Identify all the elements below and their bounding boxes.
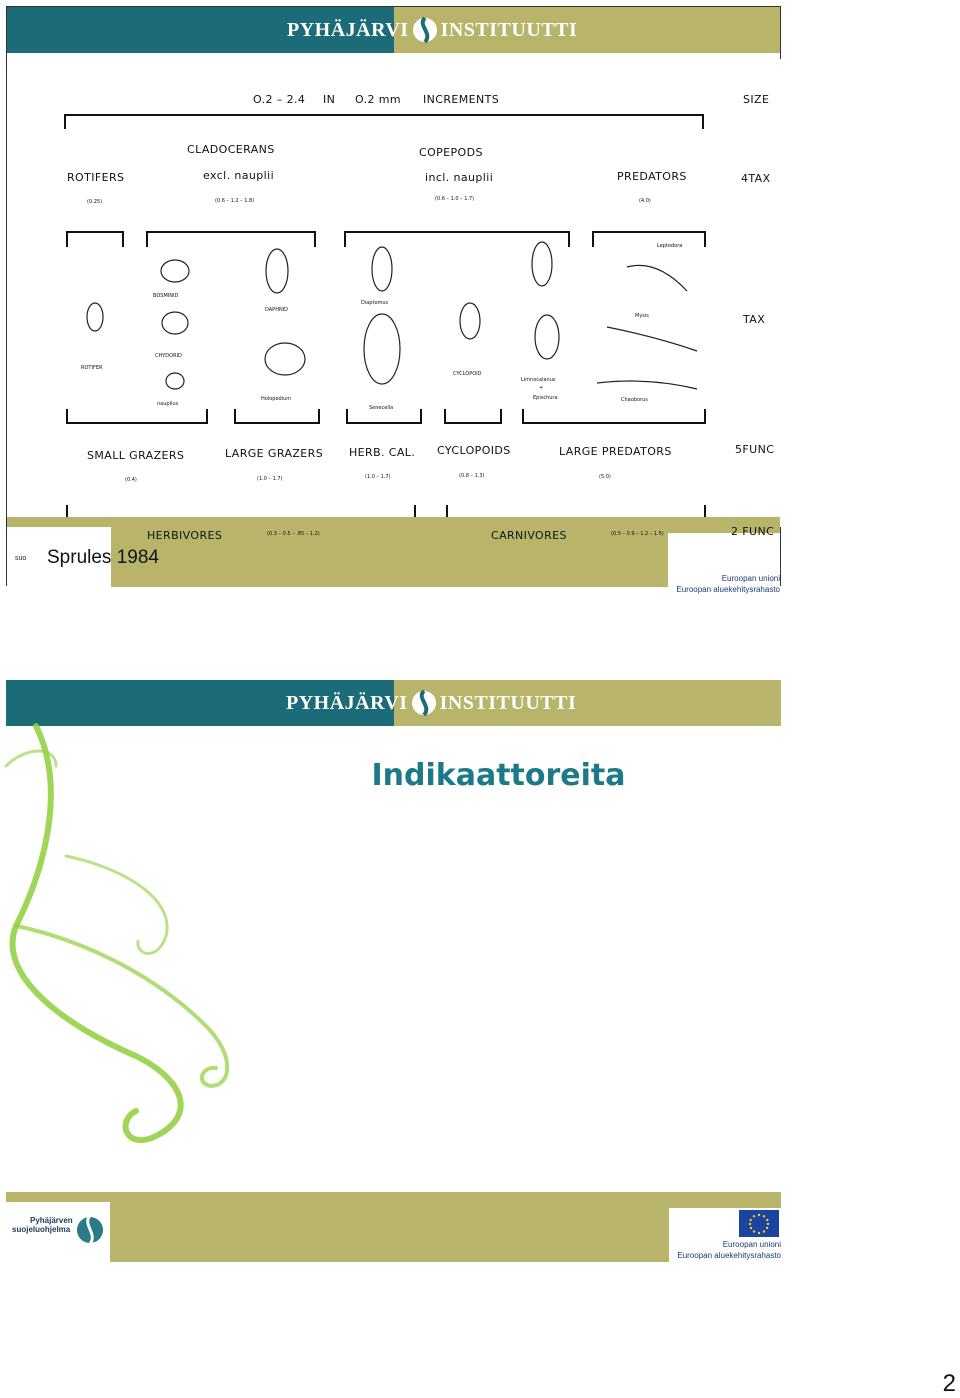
func-size: (0.3 – 0.5 – .85 – 1.2): [267, 531, 320, 537]
footer-bar: [6, 1192, 781, 1262]
taxon-label: BOSMINID: [153, 293, 179, 299]
func-large-grazers: LARGE GRAZERS: [225, 447, 324, 460]
func-large-predators: LARGE PREDATORS: [559, 445, 672, 458]
taxon-label: CHYDORID: [155, 353, 182, 359]
taxon-label: Mysis: [635, 313, 649, 319]
slide-2: [6, 680, 781, 1262]
figure-caption: Sprules 1984: [47, 547, 159, 568]
pyhajarvi-orb-icon: [412, 15, 438, 45]
func-herb-cal: HERB. CAL.: [349, 446, 416, 459]
taxon-label: nauplius: [157, 401, 179, 407]
func2-row-label: 2 FUNC: [731, 525, 775, 538]
group-cladocerans: CLADOCERANS: [187, 143, 275, 156]
suo-text: suo: [15, 555, 27, 562]
func-cyclopoids: CYCLOPOIDS: [437, 444, 511, 457]
zooplankton-figure: [7, 59, 782, 527]
pj-logo-line2: suojeluohjelma: [12, 1225, 71, 1234]
slide-title: Indikaattoreita: [371, 758, 626, 793]
vine-decoration: [6, 726, 266, 1226]
group-predators: PREDATORS: [617, 170, 687, 183]
group-size: (0.25): [87, 199, 103, 205]
size-in-label: IN: [323, 93, 336, 106]
tax4-row-label: 4TAX: [741, 172, 771, 185]
taxon-label: CYCLOPOID: [453, 371, 482, 377]
taxon-label: +: [539, 385, 544, 391]
size-row-label: SIZE: [743, 93, 770, 106]
group-size: (0.6 – 1.0 – 1.7): [435, 196, 475, 202]
taxon-label: Epischura: [533, 395, 558, 401]
taxon-label: Limnocalanus: [521, 377, 556, 383]
size-increment-label: O.2 mm: [355, 93, 402, 106]
pyhajarvi-orb-icon: [76, 1210, 104, 1250]
pyhajarvi-orb-icon: [411, 688, 437, 718]
taxon-label: Senecella: [369, 405, 394, 411]
taxon-label: Holopedium: [261, 396, 292, 402]
func-size: (0.8 – 1.3): [459, 473, 485, 479]
group-size: (0.6 – 1.2 – 1.8): [215, 198, 255, 204]
group-rotifers: ROTIFERS: [67, 171, 125, 184]
eu-fund-text: Euroopan aluekehitysrahasto: [676, 585, 780, 594]
taxon-label: DAPHNID: [265, 307, 289, 313]
group-size: (4.0): [639, 198, 651, 204]
func-size: (0.5 – 0.9 – 1.2 – 1.5): [611, 531, 664, 537]
eu-flag-icon: [739, 1210, 779, 1237]
func-size: (1.0 – 1.7): [257, 476, 283, 482]
func5-row-label: 5FUNC: [735, 443, 775, 456]
func-herbivores: HERBIVORES: [147, 529, 223, 542]
size-range-label: O.2 – 2.4: [253, 93, 306, 106]
logo-left-text: PYHÄJÄRVI: [287, 18, 409, 41]
func-size: (0.4): [125, 477, 137, 483]
logo-right-text: INSTITUUTTI: [439, 691, 577, 714]
slide-1: [6, 6, 781, 594]
institute-logo: [287, 15, 577, 45]
logo-right-text: INSTITUUTTI: [440, 18, 578, 41]
institute-logo: [286, 688, 576, 718]
taxon-label: Chaoborus: [621, 397, 648, 403]
group-copepods: COPEPODS: [419, 146, 483, 159]
eu-fund-text: Euroopan aluekehitysrahasto: [677, 1251, 781, 1260]
taxon-label: Leptodora: [657, 243, 683, 249]
func-small-grazers: SMALL GRAZERS: [87, 449, 185, 462]
pj-logo-line1: Pyhäjärven: [30, 1216, 73, 1225]
page-number: 2: [942, 1370, 956, 1397]
logo-left-text: PYHÄJÄRVI: [286, 691, 408, 714]
tax-row-label: TAX: [743, 313, 766, 326]
eu-text: Euroopan unioni: [722, 1240, 781, 1249]
func-carnivores: CARNIVORES: [491, 529, 567, 542]
func-size: (1.0 – 1.7): [365, 474, 391, 480]
func-size: (5.0): [599, 474, 611, 480]
group-copepods-note: incl. nauplii: [425, 171, 494, 184]
increments-label: INCREMENTS: [423, 93, 500, 106]
taxon-label: Diaptomus: [361, 300, 389, 306]
group-cladocerans-note: excl. nauplii: [203, 169, 275, 182]
taxon-label: ROTIFER: [81, 365, 103, 371]
eu-text: Euroopan unioni: [721, 574, 780, 583]
